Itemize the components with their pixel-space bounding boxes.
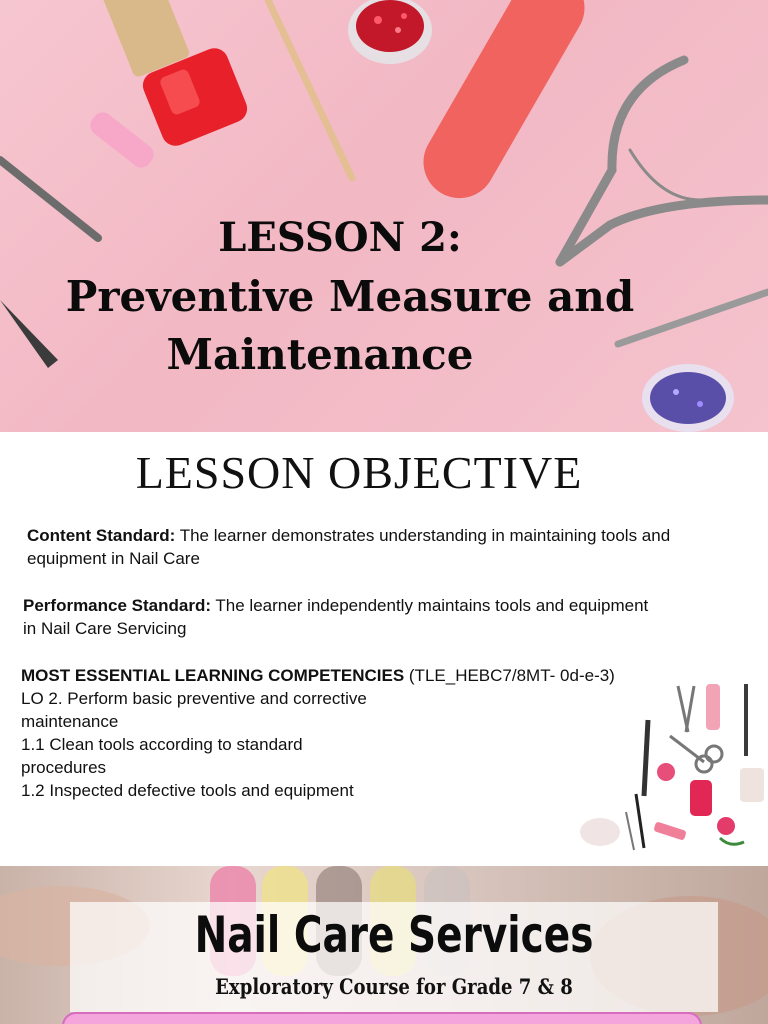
module-banner bbox=[62, 1012, 702, 1024]
red-glitter-jar-image bbox=[348, 0, 432, 64]
competency-line: maintenance bbox=[21, 712, 119, 731]
course-slide bbox=[0, 866, 768, 1024]
nail-file-image bbox=[410, 0, 597, 211]
performance-standard bbox=[23, 594, 663, 640]
objective-heading: LESSON OBJECTIVE bbox=[135, 447, 583, 498]
competencies-label: MOST ESSENTIAL LEARNING COMPETENCIES bbox=[21, 666, 405, 685]
objective-slide bbox=[0, 432, 768, 866]
lesson-title-line-2: Maintenance bbox=[166, 330, 474, 379]
lesson-title-line-1: Preventive Measure and bbox=[65, 272, 635, 321]
content-standard-label: Content Standard: bbox=[27, 526, 176, 545]
content-standard-text: The learner demonstrates understanding in maintaining tools and equipment in Nail Care bbox=[27, 526, 671, 568]
title-slide bbox=[0, 0, 768, 432]
competencies-code: (TLE_HEBC7/8MT- 0d-e-3) bbox=[404, 666, 615, 685]
purple-glitter-jar-image bbox=[642, 364, 734, 432]
performance-standard-label: Performance Standard: bbox=[23, 596, 211, 615]
performance-standard-text: The learner independently maintains tools and equipment in Nail Care Servicing bbox=[23, 596, 649, 638]
competency-line: 1.1 Clean tools according to standard bbox=[21, 735, 303, 754]
course-title: Nail Care Services bbox=[194, 906, 594, 964]
competency-line: 1.2 Inspected defective tools and equipment bbox=[21, 781, 354, 800]
lesson-number: LESSON 2: bbox=[218, 214, 462, 261]
cuticle-pusher-image bbox=[0, 160, 98, 238]
competency-line: procedures bbox=[21, 758, 107, 777]
cuticle-stick-image bbox=[268, 0, 352, 178]
competencies-list bbox=[21, 687, 431, 802]
course-subtitle: Exploratory Course for Grade 7 & 8 bbox=[215, 974, 573, 999]
content-standard bbox=[27, 524, 687, 570]
rhinestone-tube-image bbox=[86, 108, 158, 171]
competency-line: LO 2. Perform basic preventive and corrective bbox=[21, 689, 367, 708]
cuticle-nipper-image bbox=[560, 60, 768, 262]
manicure-tools-image bbox=[570, 672, 768, 862]
